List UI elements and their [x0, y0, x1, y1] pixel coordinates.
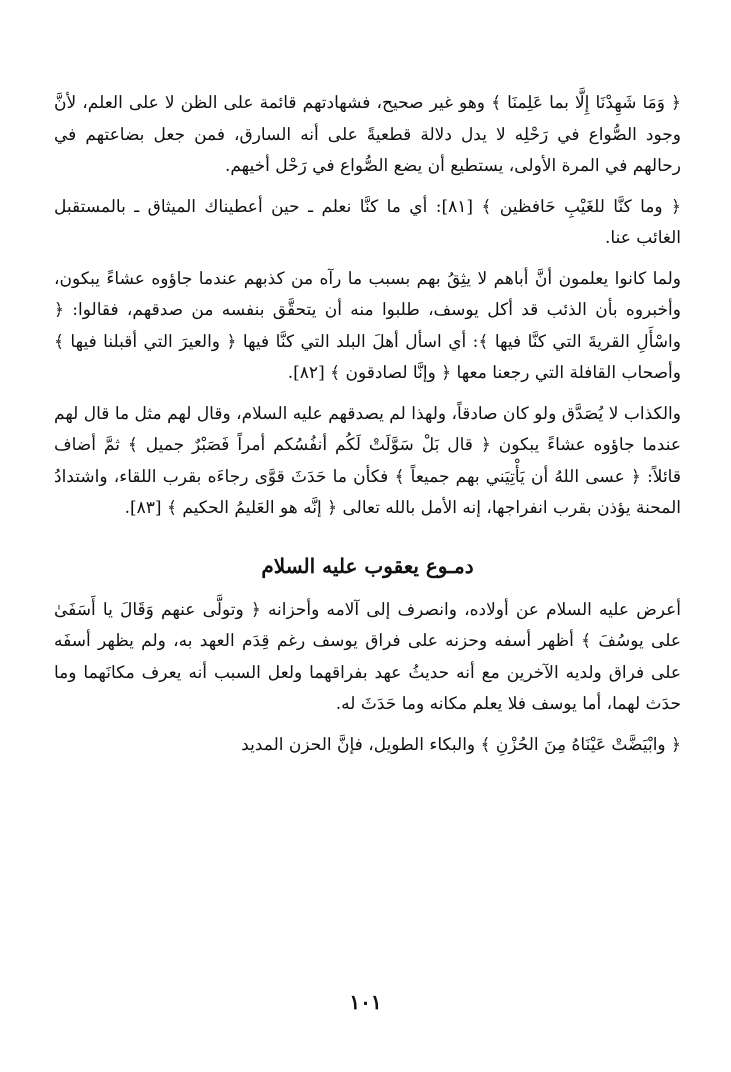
page-number: ١٠١ — [349, 990, 382, 1014]
paragraph-eyes-whitened: ﴿ وابْيَضَّتْ عَيْنَاهُ مِنَ الحُزْنِ ﴾ والبكاء الطويل، فإنَّ الحزن المديد — [241, 734, 681, 755]
section-heading: دمـوع يعقوب عليه السلام — [261, 553, 474, 578]
paragraph-unseen-guardians: ﴿ وما كنَّا للغَيْبِ حَافظين ﴾ [٨١]: أي ما كنَّا نعلم ـ حين أعطيناك الميثاق ـ بالمستقبل الغائب عنا. — [54, 196, 681, 248]
paragraph-ask-the-town: ولما كانوا يعلمون أنَّ أباهم لا يثِقُ بهم بسبب ما رآه من كذبهم عندما جاؤوه عشاءً يبكون، وأخبروه بأن الذئب قد أكل يوسف، طلبوا منه أن يتحقَّق بنفسه من صدقهم، فقالوا: ﴿ واسْأَلِ القريةَ التي كنَّا فيها ﴾: أي اسأل أهلَ البلد التي كنَّا فيها ﴿ والعيرَ التي أقبلنا فيها ﴾ وأصحاب القافلة التي رجعنا معها ﴿ وإنَّا لصادقون ﴾ [٨٢]. — [54, 268, 681, 383]
paragraph-witness-knowledge: ﴿ وَمَا شَهِدْنَا إِلَّا بما عَلِمنَا ﴾ وهو غير صحيح، فشهادتهم قائمة على الظن لا على العلم، لأنَّ وجود الصُّواع في رَحْلِه لا يدل دلالة قطعيةً على أنه السارق، فمن جعل بضاعتهم في رحالهم في المرة الأولى، يستطيع أن يضع الصُّواع في رَحْل أخيهم. — [54, 93, 681, 176]
paragraph-liar-not-believed: والكذاب لا يُصَدَّق ولو كان صادقاً، ولهذا لم يصدقهم عليه السلام، وقال لهم مثل ما قال لهم عندما جاؤوه عشاءً يبكون ﴿ قال بَلْ سَوَّلَتْ لَكُم أنفُسُكم أمراً فَصَبْرٌ جميل ﴾ ثمَّ أضاف قائلاً: ﴿ عسى اللهُ أن يَأْتِيَني بهم جميعاً ﴾ فكأن ما حَدَثَ قوَّى رجاءَه بقرب اللقاء، واشتدادُ المحنة يؤذن بقرب انفراجها، إنه الأمل بالله تعالى ﴿ إنَّه هو العَليمُ الحكيم ﴾ [٨٣]. — [54, 403, 681, 518]
paragraph-turned-away: أعرض عليه السلام عن أولاده، وانصرف إلى آلامه وأحزانه ﴿ وتولَّى عنهم وَقَالَ يا أَسَفَىٰ على يوسُفَ ﴾ أظهر أسفه وحزنه على فراق يوسف رغم قِدَم العهد به، ولم يظهر أسفَه على فراق ولديه الآخرين مع أنه حديثُ عهد بفراقهما ولعل السبب أنه يعرف مكانَهما وما حدَث لهما، أما يوسف فلا يعلم مكانه وما حَدَثَ له. — [54, 599, 681, 714]
